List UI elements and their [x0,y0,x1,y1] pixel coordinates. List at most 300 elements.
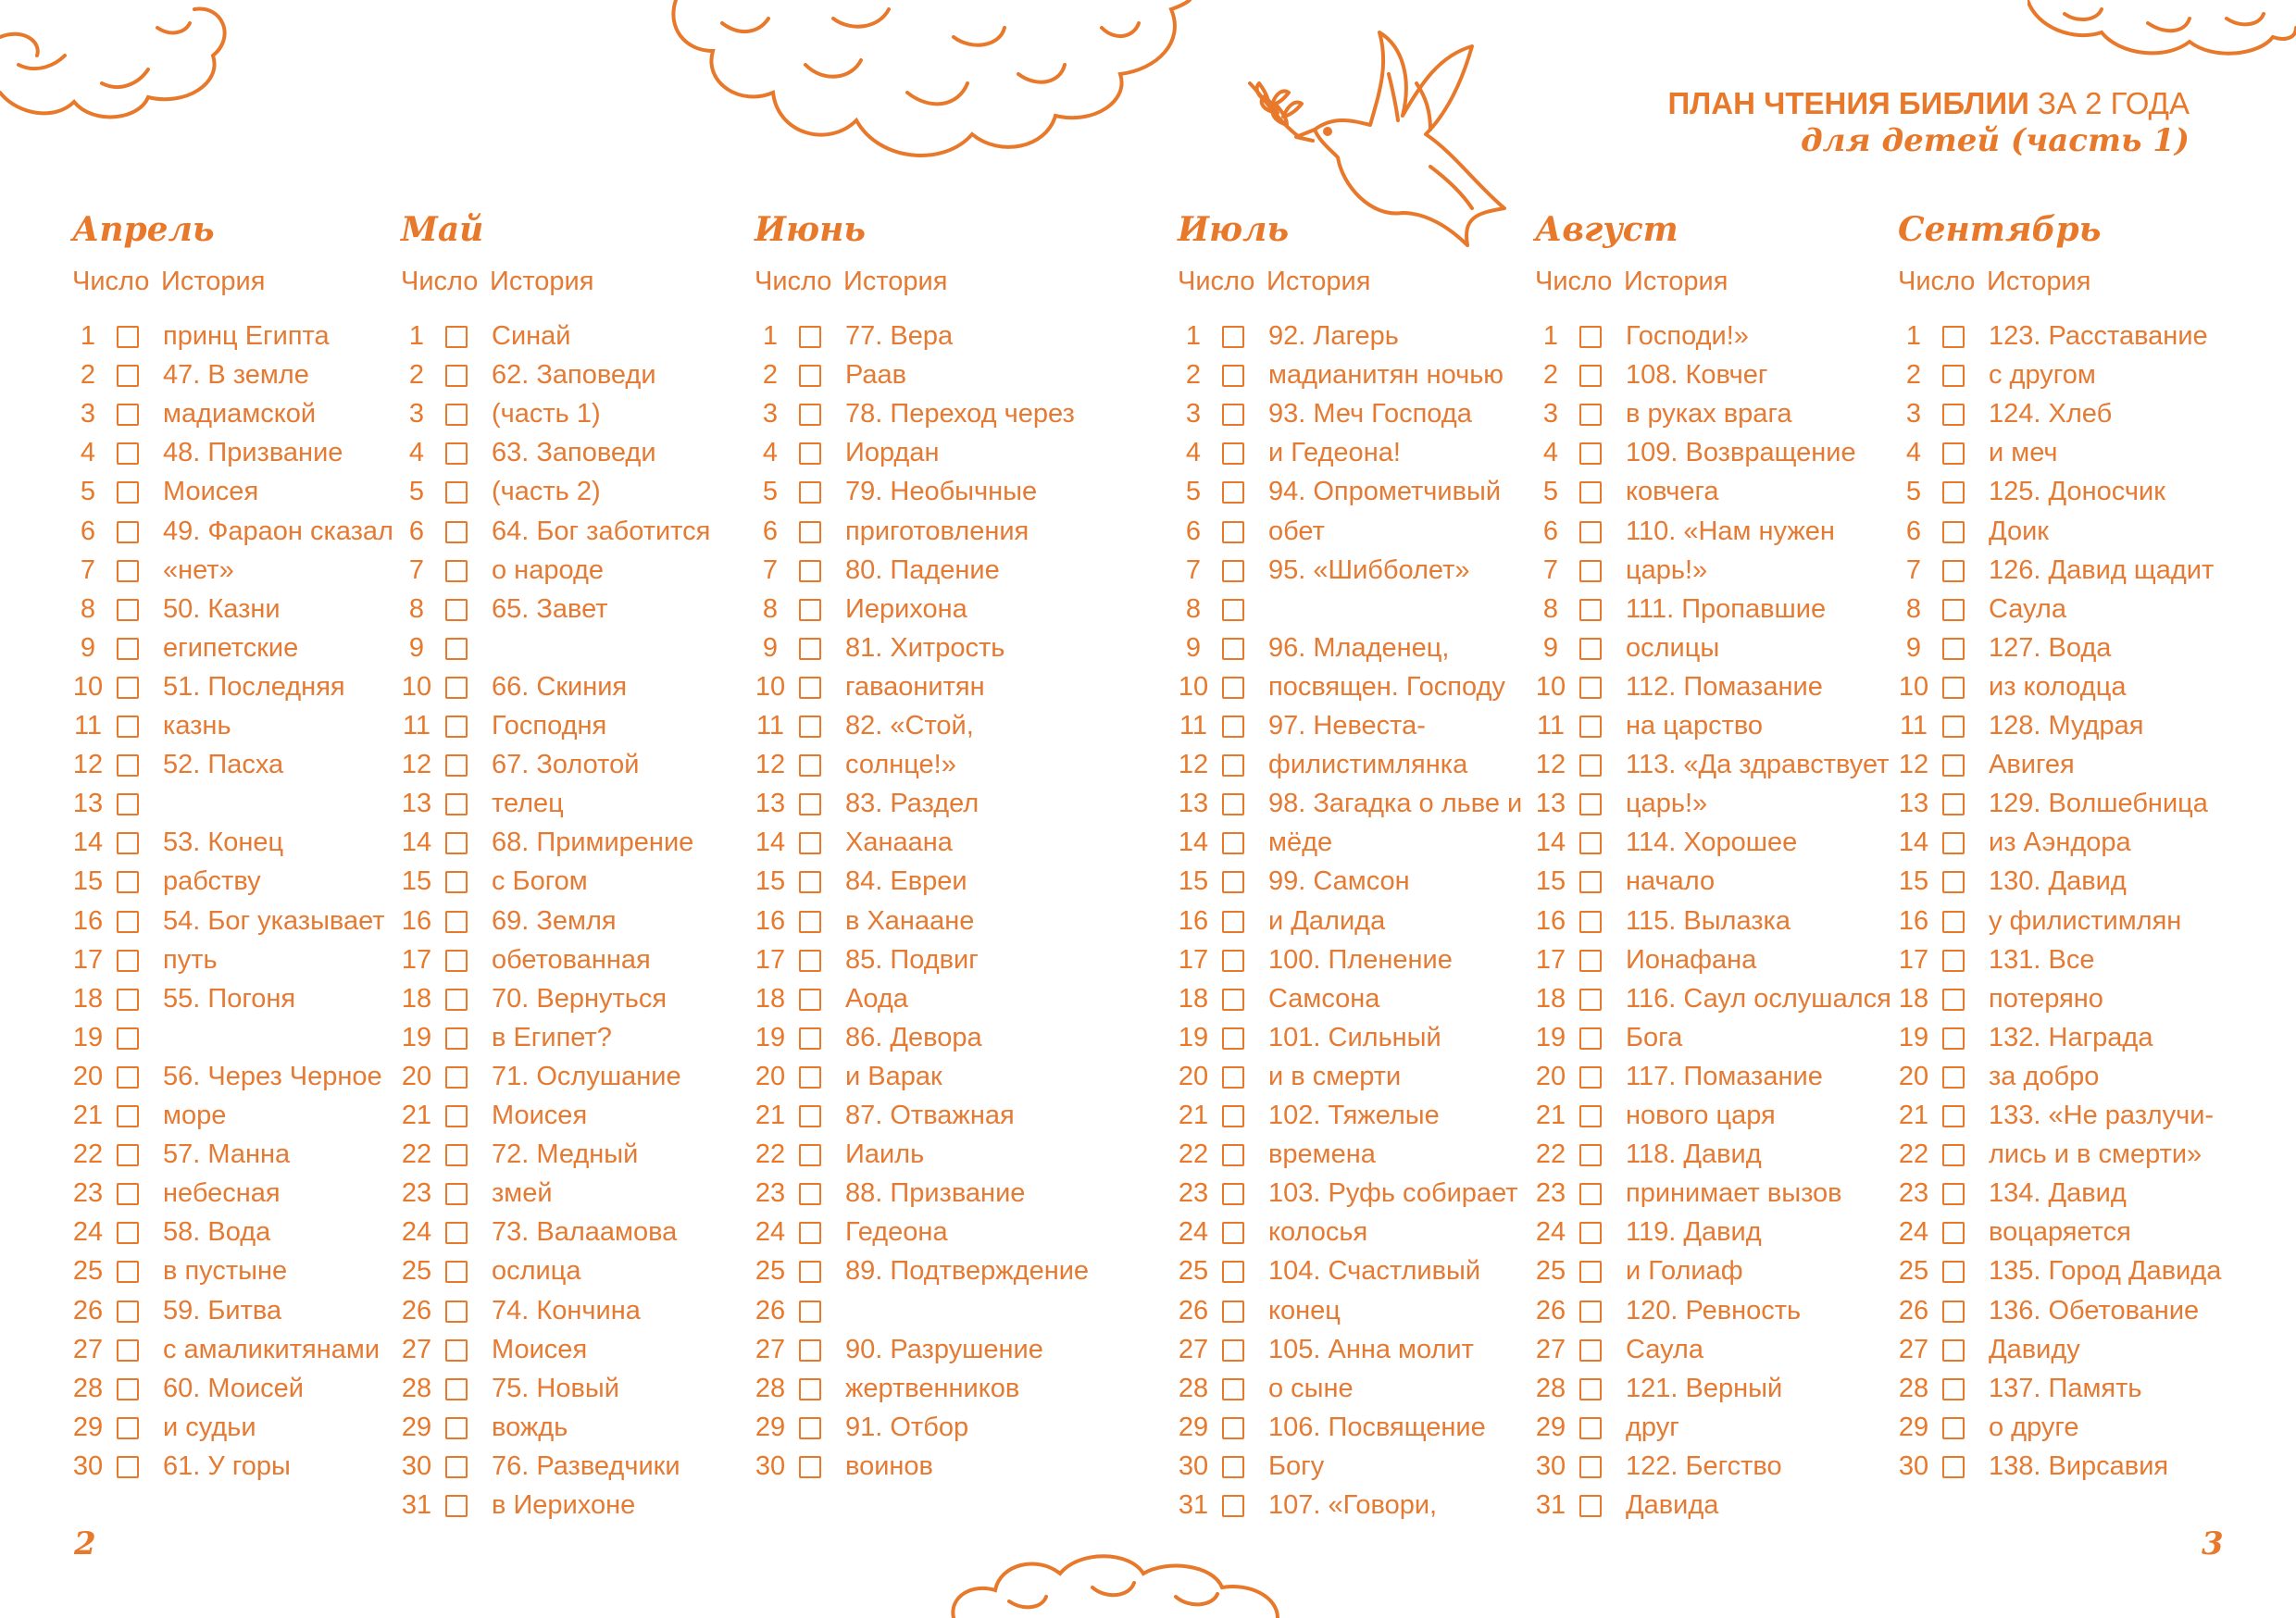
read-checkbox[interactable] [445,871,468,893]
read-checkbox[interactable] [117,871,139,893]
read-checkbox[interactable] [445,442,468,465]
read-checkbox[interactable] [117,1105,139,1127]
story-text: Саула [1626,1334,1703,1364]
read-checkbox[interactable] [117,442,139,465]
story-text: 68. Примирение [492,828,694,858]
day-number: 27 [755,1334,786,1364]
read-checkbox[interactable] [117,404,139,426]
day-number: 27 [1898,1334,1929,1364]
read-checkbox[interactable] [445,989,468,1011]
read-checkbox[interactable] [117,793,139,815]
read-checkbox[interactable] [117,1066,139,1089]
day-number: 1 [408,321,425,351]
day-number: 5 [80,477,96,507]
read-checkbox[interactable] [117,1456,139,1478]
story-text: 99. Самсон [1268,866,1410,897]
read-checkbox[interactable] [1942,638,1965,660]
read-checkbox[interactable] [117,638,139,660]
read-checkbox[interactable] [1942,716,1965,738]
day-number: 5 [1542,477,1559,507]
story-text: 78. Переход через [845,399,1075,429]
day-number: 16 [1178,905,1209,936]
story-text: 95. «Шибболет» [1268,554,1470,585]
read-checkbox[interactable] [1222,1301,1244,1323]
day-number: 16 [401,905,432,936]
read-checkbox[interactable] [117,1339,139,1362]
story-text: 100. Пленение [1268,944,1453,975]
read-checkbox[interactable] [445,1222,468,1244]
story-text: в Иерихоне [492,1490,636,1520]
read-checkbox[interactable] [1222,832,1244,854]
read-checkbox[interactable] [445,560,468,582]
story-text: обет [1268,516,1325,546]
story-text: Синай [492,321,571,351]
day-number: 22 [1178,1139,1209,1170]
read-checkbox[interactable] [1579,1144,1602,1166]
day-number: 7 [80,554,96,585]
day-number: 21 [1178,1101,1209,1130]
column-headers [1898,257,2101,305]
read-checkbox[interactable] [117,989,139,1011]
read-checkbox[interactable] [799,677,821,699]
read-checkbox[interactable] [1942,404,1965,426]
day-number: 27 [1178,1334,1209,1364]
day-number: 1 [1185,321,1202,351]
cloud-top-right-illustration [2028,0,2296,74]
read-checkbox[interactable] [445,832,468,854]
story-text: 50. Казни [163,593,281,624]
story-text: 114. Хорошее [1626,828,1798,858]
read-checkbox[interactable] [445,1417,468,1439]
read-checkbox[interactable] [445,677,468,699]
day-number: 15 [1535,866,1566,897]
story-text: за добро [1989,1061,2100,1091]
read-checkbox[interactable] [445,521,468,543]
read-checkbox[interactable] [445,1144,468,1166]
story-text: 71. Ослушание [492,1061,681,1091]
day-number: 15 [72,866,104,897]
read-checkbox[interactable] [1942,950,1965,972]
read-checkbox[interactable] [799,404,821,426]
read-checkbox[interactable] [445,638,468,660]
read-checkbox[interactable] [445,1301,468,1323]
story-text: 119. Давид [1626,1217,1762,1248]
read-checkbox[interactable] [1942,911,1965,933]
month-august [1535,202,1891,1520]
day-number: 4 [1905,438,1922,468]
read-checkbox[interactable] [799,599,821,621]
day-number: 28 [401,1373,432,1403]
read-checkbox[interactable] [1222,1183,1244,1205]
read-checkbox[interactable] [1222,481,1244,504]
story-text: 108. Ковчег [1626,360,1768,391]
day-number: 30 [1898,1450,1929,1481]
day-number: 17 [755,944,786,975]
read-checkbox[interactable] [1579,326,1602,348]
day-number: 29 [1898,1412,1929,1442]
read-checkbox[interactable] [1942,1417,1965,1439]
read-checkbox[interactable] [117,832,139,854]
read-checkbox[interactable] [799,560,821,582]
read-checkbox[interactable] [1579,521,1602,543]
read-checkbox[interactable] [1222,1495,1244,1517]
read-checkbox[interactable] [445,1105,468,1127]
day-number: 10 [1535,671,1566,702]
read-checkbox[interactable] [117,911,139,933]
read-checkbox[interactable] [1579,716,1602,738]
read-checkbox[interactable] [1579,638,1602,660]
story-text: 47. В земле [163,360,309,391]
month-name: Июнь [755,210,867,249]
read-checkbox[interactable] [117,1027,139,1050]
read-checkbox[interactable] [1579,793,1602,815]
day-number: 28 [1535,1373,1566,1403]
read-checkbox[interactable] [445,326,468,348]
read-checkbox[interactable] [1222,599,1244,621]
story-text: 123. Расставание [1989,321,2208,351]
read-checkbox[interactable] [1579,1027,1602,1050]
read-checkbox[interactable] [1579,1261,1602,1283]
read-checkbox[interactable] [1222,1456,1244,1478]
read-checkbox[interactable] [799,638,821,660]
read-checkbox[interactable] [799,911,821,933]
read-checkbox[interactable] [1579,481,1602,504]
day-number: 2 [80,360,96,391]
read-checkbox[interactable] [445,404,468,426]
day-number: 14 [401,828,432,858]
read-checkbox[interactable] [1579,1495,1602,1517]
day-number: 22 [401,1139,432,1170]
read-checkbox[interactable] [799,989,821,1011]
read-checkbox[interactable] [1579,871,1602,893]
month-may [401,202,711,1520]
story-text: царь!» [1626,789,1708,819]
read-checkbox[interactable] [1942,1378,1965,1400]
read-checkbox[interactable] [1222,1339,1244,1362]
story-text: и Голиаф [1626,1256,1743,1287]
story-text: Давида [1626,1490,1719,1520]
read-checkbox[interactable] [1942,754,1965,777]
read-checkbox[interactable] [445,1339,468,1362]
story-text: обетованная [492,944,651,975]
read-checkbox[interactable] [117,950,139,972]
day-number: 31 [401,1490,432,1520]
read-checkbox[interactable] [117,365,139,387]
day-number: 16 [1535,905,1566,936]
story-text: гаваонитян [845,671,985,702]
read-checkbox[interactable] [1222,521,1244,543]
read-checkbox[interactable] [1222,326,1244,348]
read-checkbox[interactable] [1579,365,1602,387]
read-checkbox[interactable] [799,1261,821,1283]
read-checkbox[interactable] [445,599,468,621]
read-checkbox[interactable] [799,1301,821,1323]
read-checkbox[interactable] [1942,1301,1965,1323]
read-checkbox[interactable] [799,1339,821,1362]
read-checkbox[interactable] [117,521,139,543]
read-checkbox[interactable] [799,521,821,543]
day-number: 15 [1898,866,1929,897]
read-checkbox[interactable] [1222,1222,1244,1244]
day-number: 10 [1178,671,1209,702]
read-checkbox[interactable] [799,1417,821,1439]
read-checkbox[interactable] [445,1261,468,1283]
story-text: колосья [1268,1217,1368,1248]
story-text: 55. Погоня [163,983,296,1014]
read-checkbox[interactable] [445,911,468,933]
story-text: 88. Призвание [845,1178,1026,1209]
read-checkbox[interactable] [1222,950,1244,972]
day-number: 31 [1178,1490,1209,1520]
read-checkbox[interactable] [1222,1066,1244,1089]
read-checkbox[interactable] [799,1105,821,1127]
read-checkbox[interactable] [1579,1456,1602,1478]
read-checkbox[interactable] [445,365,468,387]
day-number: 8 [408,593,425,624]
read-checkbox[interactable] [1579,1183,1602,1205]
day-number: 6 [1542,516,1559,546]
read-checkbox[interactable] [117,1144,139,1166]
read-checkbox[interactable] [1222,1417,1244,1439]
story-text: 105. Анна молит [1268,1334,1474,1364]
read-checkbox[interactable] [1579,1378,1602,1400]
day-number: 24 [1535,1217,1566,1248]
read-checkbox[interactable] [1579,1417,1602,1439]
story-column-header: История [1987,267,2091,296]
read-checkbox[interactable] [799,832,821,854]
read-checkbox[interactable] [799,754,821,777]
read-checkbox[interactable] [1579,599,1602,621]
read-checkbox[interactable] [799,871,821,893]
read-checkbox[interactable] [1222,716,1244,738]
read-checkbox[interactable] [117,1301,139,1323]
day-number: 17 [1178,944,1209,975]
read-checkbox[interactable] [1222,754,1244,777]
read-checkbox[interactable] [117,754,139,777]
story-column-header: История [161,267,266,296]
read-checkbox[interactable] [799,793,821,815]
read-checkbox[interactable] [799,1027,821,1050]
cloud-top-left-illustration [0,0,241,130]
read-checkbox[interactable] [1579,442,1602,465]
read-checkbox[interactable] [1942,442,1965,465]
day-number: 26 [401,1295,432,1326]
read-checkbox[interactable] [1222,793,1244,815]
read-checkbox[interactable] [1942,871,1965,893]
story-text: Господи!» [1626,321,1749,351]
story-text: 135. Город Давида [1989,1256,2222,1287]
read-checkbox[interactable] [799,481,821,504]
page-number-left: 2 [74,1525,96,1562]
story-text: 111. Пропавшие [1626,593,1827,624]
day-number: 27 [72,1334,104,1364]
story-text: 48. Призвание [163,438,343,468]
read-checkbox[interactable] [1942,1456,1965,1478]
story-text: 106. Посвящение [1268,1412,1486,1442]
day-number: 16 [72,905,104,936]
read-checkbox[interactable] [1579,1339,1602,1362]
story-text: 124. Хлеб [1989,399,2113,429]
read-checkbox[interactable] [1222,560,1244,582]
read-checkbox[interactable] [1942,365,1965,387]
read-checkbox[interactable] [1942,677,1965,699]
story-text: и в смерти [1268,1061,1402,1091]
read-checkbox[interactable] [1579,1105,1602,1127]
day-number: 7 [408,554,425,585]
day-number: 2 [762,360,779,391]
day-number: 9 [80,632,96,663]
day-column-header: Число [1898,267,1976,296]
read-checkbox[interactable] [445,1456,468,1478]
read-checkbox[interactable] [117,326,139,348]
read-checkbox[interactable] [1579,1222,1602,1244]
story-text: 103. Руфь собирает [1268,1178,1518,1209]
read-checkbox[interactable] [445,716,468,738]
read-checkbox[interactable] [445,1378,468,1400]
read-checkbox[interactable] [1222,989,1244,1011]
story-text: 92. Лагерь [1268,321,1399,351]
story-text: 98. Загадка о льве и [1268,789,1523,819]
read-checkbox[interactable] [1579,1066,1602,1089]
day-number: 25 [1178,1256,1209,1287]
read-checkbox[interactable] [1579,832,1602,854]
read-checkbox[interactable] [117,1417,139,1439]
read-checkbox[interactable] [1222,638,1244,660]
read-checkbox[interactable] [1942,481,1965,504]
story-text: Гедеона [845,1217,948,1248]
read-checkbox[interactable] [1579,950,1602,972]
read-checkbox[interactable] [799,326,821,348]
read-checkbox[interactable] [1942,793,1965,815]
read-checkbox[interactable] [1942,832,1965,854]
day-number: 12 [755,750,786,780]
read-checkbox[interactable] [1942,989,1965,1011]
read-checkbox[interactable] [117,1222,139,1244]
read-checkbox[interactable] [445,1066,468,1089]
read-checkbox[interactable] [799,1378,821,1400]
read-checkbox[interactable] [799,1066,821,1089]
read-checkbox[interactable] [445,1495,468,1517]
day-number: 11 [73,711,103,741]
read-checkbox[interactable] [117,1261,139,1283]
read-checkbox[interactable] [1942,1339,1965,1362]
read-checkbox[interactable] [117,677,139,699]
story-text: 87. Отважная [845,1101,1015,1130]
story-text: в руках врага [1626,399,1792,429]
day-number: 14 [755,828,786,858]
read-checkbox[interactable] [1222,911,1244,933]
day-number: 19 [1535,1022,1566,1052]
read-checkbox[interactable] [117,599,139,621]
read-checkbox[interactable] [117,1183,139,1205]
story-text: 82. «Стой, [845,711,974,741]
read-checkbox[interactable] [1222,1378,1244,1400]
read-checkbox[interactable] [1579,560,1602,582]
story-text: Ионафана [1626,944,1757,975]
read-checkbox[interactable] [1222,1261,1244,1283]
read-checkbox[interactable] [1942,560,1965,582]
read-checkbox[interactable] [1942,1183,1965,1205]
read-checkbox[interactable] [1222,365,1244,387]
day-number: 30 [1178,1450,1209,1481]
read-checkbox[interactable] [1942,1027,1965,1050]
day-number: 20 [401,1061,432,1091]
read-checkbox[interactable] [799,1183,821,1205]
read-checkbox[interactable] [117,560,139,582]
day-number: 21 [755,1101,786,1130]
read-checkbox[interactable] [799,1222,821,1244]
read-checkbox[interactable] [445,481,468,504]
read-checkbox[interactable] [1222,1105,1244,1127]
read-checkbox[interactable] [1942,521,1965,543]
day-number: 9 [1542,632,1559,663]
read-checkbox[interactable] [1579,754,1602,777]
read-checkbox[interactable] [799,365,821,387]
story-text: 53. Конец [163,828,284,858]
read-checkbox[interactable] [445,754,468,777]
read-checkbox[interactable] [1942,1066,1965,1089]
story-text: ослица [492,1256,581,1287]
read-checkbox[interactable] [1942,1261,1965,1283]
read-checkbox[interactable] [445,1027,468,1050]
story-text: (часть 1) [492,399,601,429]
day-number: 17 [1535,944,1566,975]
read-checkbox[interactable] [799,442,821,465]
story-text: из колодца [1989,671,2127,702]
read-checkbox[interactable] [1579,1301,1602,1323]
read-checkbox[interactable] [117,716,139,738]
story-text: 125. Доносчик [1989,477,2165,507]
day-number: 20 [72,1061,104,1091]
read-checkbox[interactable] [117,1378,139,1400]
read-checkbox[interactable] [1222,871,1244,893]
read-checkbox[interactable] [445,950,468,972]
day-number: 6 [408,516,425,546]
day-number: 23 [755,1178,786,1209]
day-number: 12 [1178,750,1209,780]
read-checkbox[interactable] [799,1456,821,1478]
read-checkbox[interactable] [1579,404,1602,426]
story-text: 91. Отбор [845,1412,969,1442]
day-number: 19 [1178,1022,1209,1052]
day-number: 14 [1898,828,1929,858]
read-checkbox[interactable] [1942,599,1965,621]
read-checkbox[interactable] [1942,1222,1965,1244]
read-checkbox[interactable] [1222,1027,1244,1050]
read-checkbox[interactable] [1222,442,1244,465]
day-number: 21 [1898,1101,1929,1130]
read-checkbox[interactable] [1579,989,1602,1011]
day-number: 25 [1898,1256,1929,1287]
read-checkbox[interactable] [1222,1144,1244,1166]
read-checkbox[interactable] [1222,677,1244,699]
read-checkbox[interactable] [1942,326,1965,348]
read-checkbox[interactable] [1579,911,1602,933]
read-checkbox[interactable] [1942,1144,1965,1166]
read-checkbox[interactable] [1579,677,1602,699]
read-checkbox[interactable] [1942,1105,1965,1127]
read-checkbox[interactable] [445,1183,468,1205]
read-checkbox[interactable] [799,716,821,738]
read-checkbox[interactable] [117,481,139,504]
read-checkbox[interactable] [1222,404,1244,426]
read-checkbox[interactable] [799,1144,821,1166]
plan-title [1667,85,2190,122]
story-text: мадиамской [163,399,317,429]
story-text: 83. Раздел [845,789,980,819]
read-checkbox[interactable] [799,950,821,972]
read-checkbox[interactable] [445,793,468,815]
